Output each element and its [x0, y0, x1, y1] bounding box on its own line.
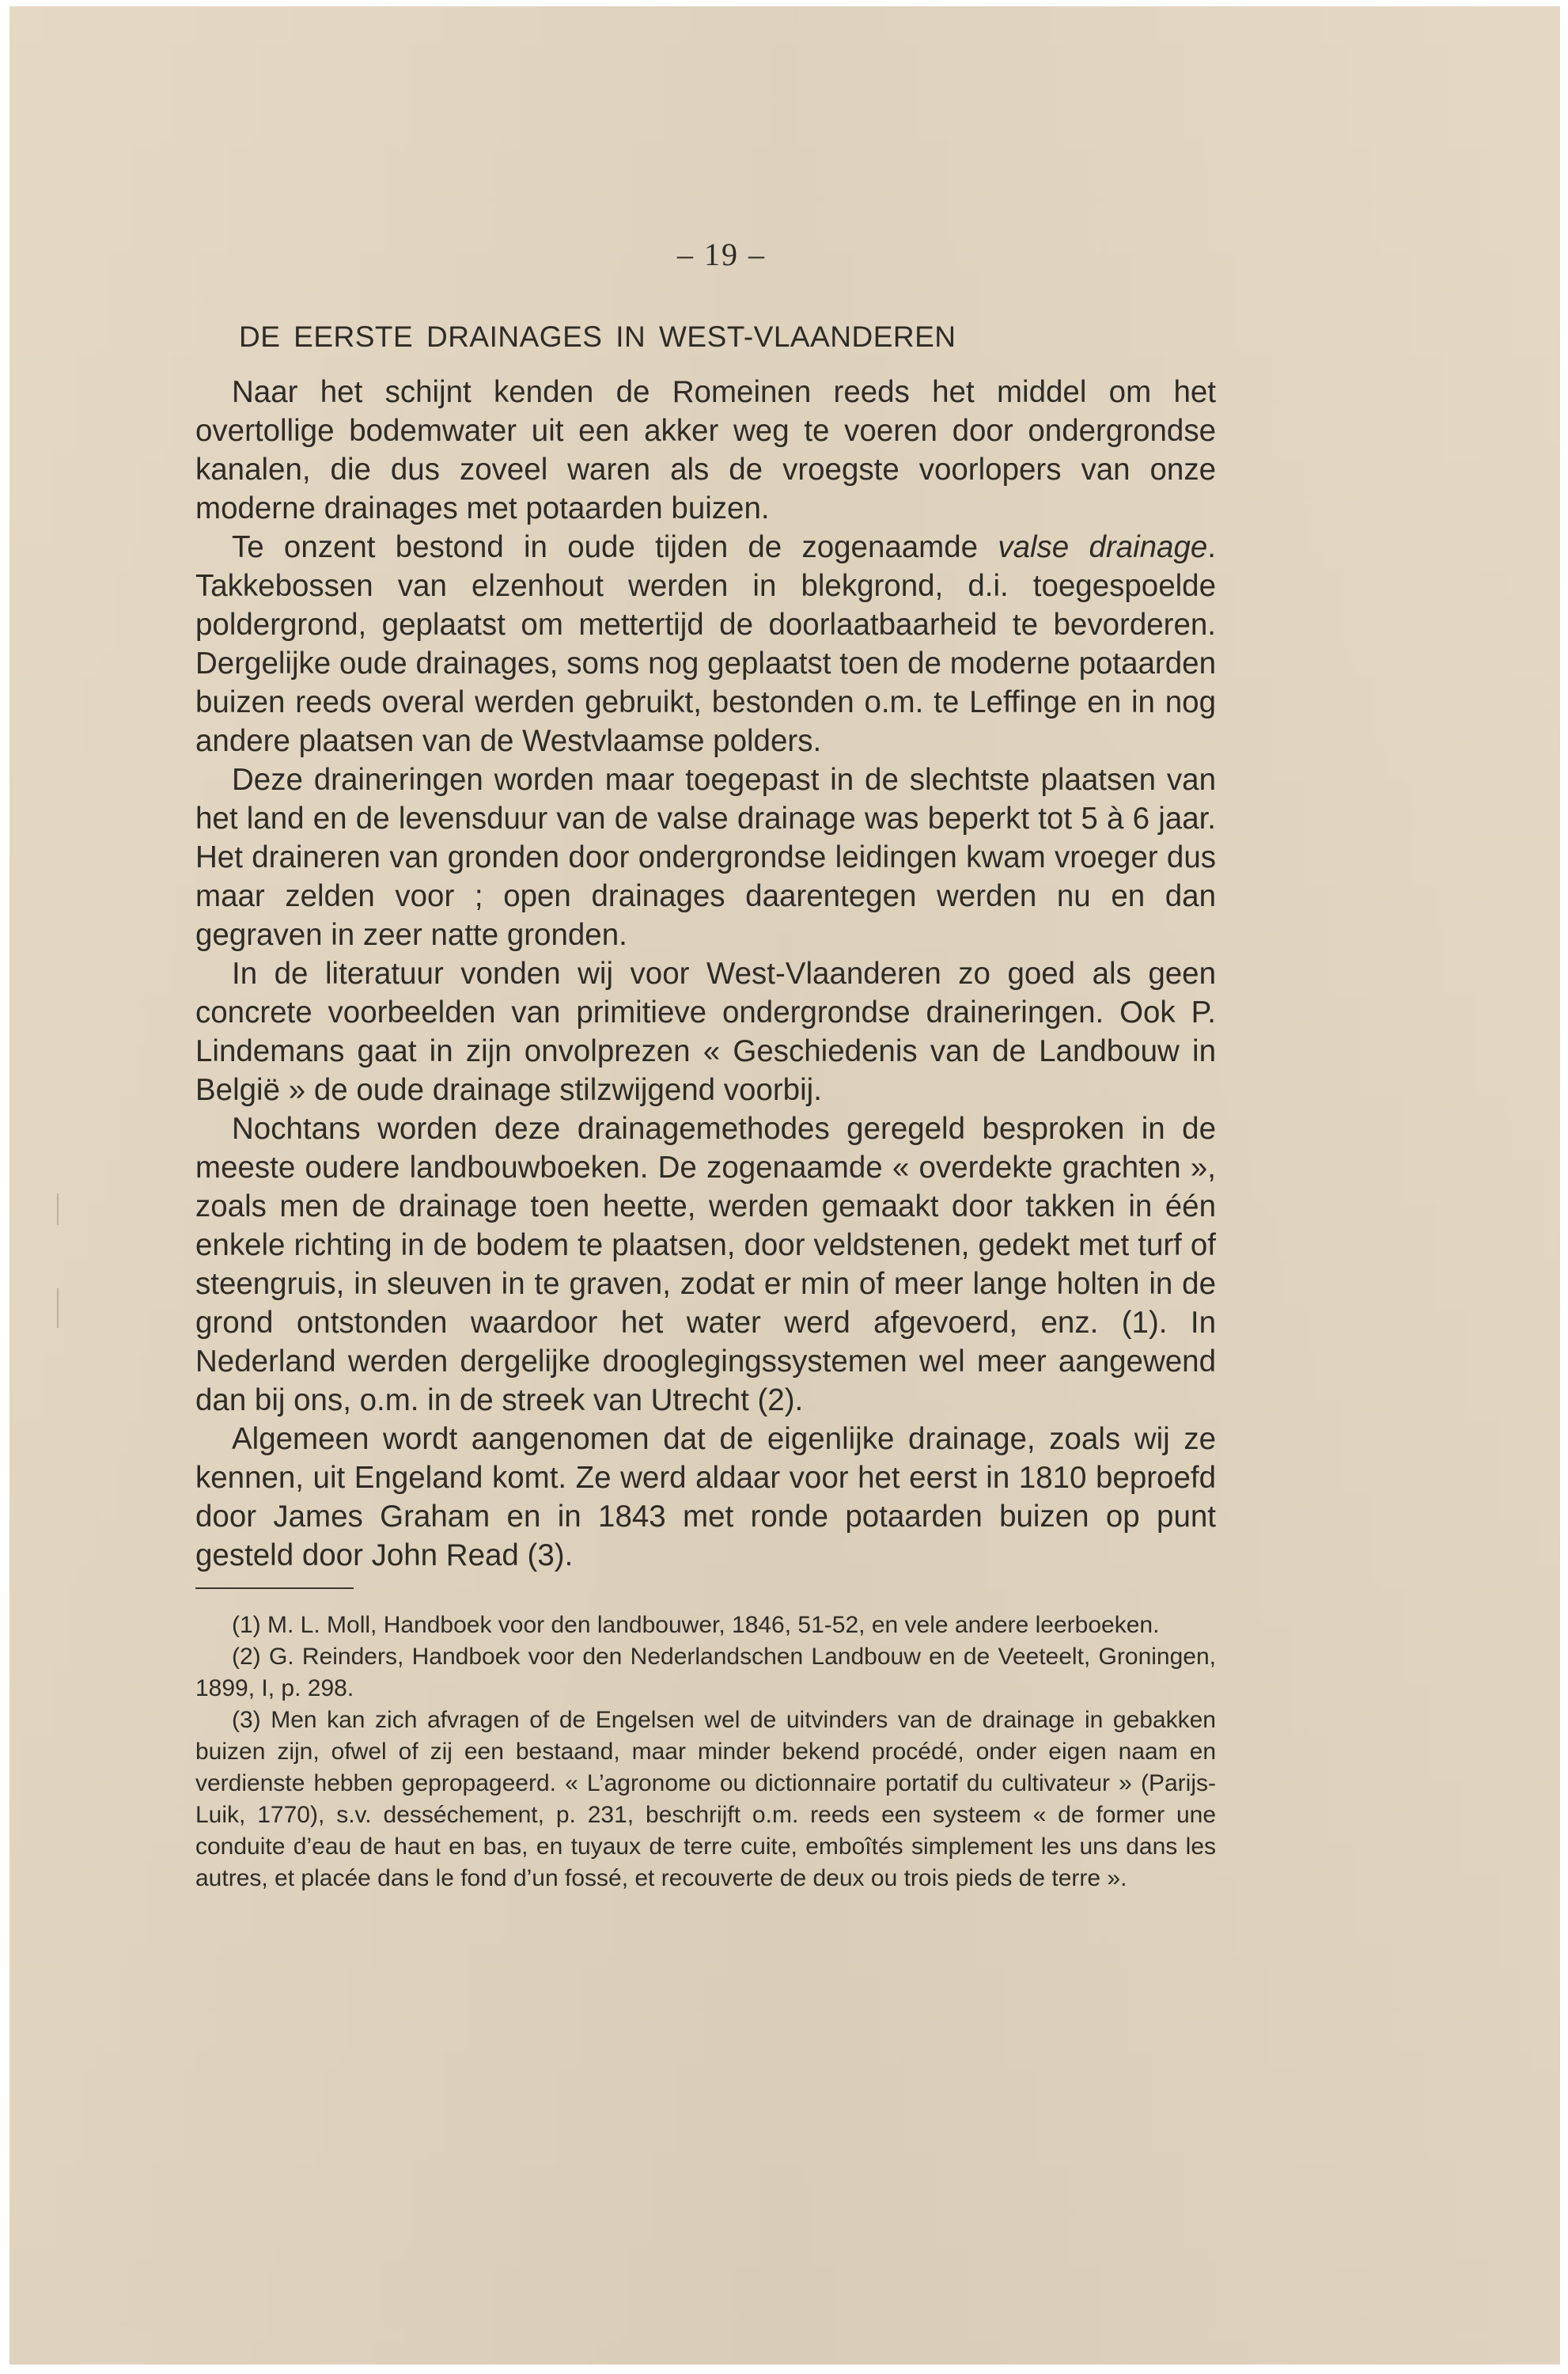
footnote-1: (1) M. L. Moll, Handboek voor den landbouwer, 1846, 51-52, en vele andere leerboeken.	[232, 1612, 1160, 1638]
paragraph-text: Deze draineringen worden maar toegepast in de slechtste plaatsen van het land en de levensduur van de valse drainage was beperkt tot 5 à 6 jaar. Het draineren van gronden door ondergrondse leidingen kwam vroeger dus maar zelden voor ; open drainages daarentegen werden nu en dan gegraven in zeer natte gronden.	[195, 763, 1216, 952]
footnote-3: (3) Men kan zich afvragen of de Engelsen wel de uitvinders van de drainage in gebakken buizen zijn, ofwel of zij een bestaand, maar minder bekend procédé, onder eigen naam en verdienste hebben gepropageerd. « L’agronome ou dictionnaire portatif du cultivateur » (Parijs-Luik, 1770), s.v. desséchement, p. 231, beschrijft o.m. reeds een systeem « de former une conduite d’eau de haut en bas, en tuyaux de terre cuite, emboîtés simplement les uns dans les autres, et placée dans le fond d’un fossé, et recouverte de deux ou trois pieds de terre ».	[195, 1707, 1216, 1891]
paragraph	[195, 760, 1216, 954]
italic-term: valse drainage	[998, 530, 1208, 564]
paragraph-text: In de literatuur vonden wij voor West-Vlaanderen zo goed als geen concrete voorbeelden van primitieve ondergrondse draineringen. Ook P. Lindemans gaat in zijn onvolprezen « Geschiedenis van de Landbouw in België » de oude drainage stilzwijgend voorbij.	[195, 957, 1216, 1107]
paragraph	[195, 954, 1216, 1109]
chapter-title: DE EERSTE DRAINAGES IN WEST-VLAANDEREN	[239, 320, 956, 353]
scan-artifact	[57, 1193, 59, 1225]
footnote-divider	[195, 1587, 354, 1589]
body-text	[195, 373, 1216, 1575]
paragraph	[195, 373, 1216, 528]
page-content	[195, 236, 1216, 1894]
scanned-page	[9, 6, 1560, 2365]
paragraph	[195, 528, 1216, 760]
page-number: – 19 –	[677, 237, 766, 272]
paragraph-text: Te onzent bestond in oude tijden de zogenaamde	[232, 530, 998, 564]
paragraph	[195, 1420, 1216, 1575]
paragraph	[195, 1109, 1216, 1420]
paragraph-text: Nochtans worden deze drainagemethodes geregeld besproken in de meeste oudere landbouwboeken. De zogenaamde « overdekte grachten », zoals men de drainage toen heette, werden gemaakt door takken in één enkele richting in de bodem te plaatsen, door veldstenen, gedekt met turf of steengruis, in sleuven in te graven, zodat er min of meer lange holten in de grond ontstonden waardoor het water werd afgevoerd, enz. (1). In Nederland werden dergelijke drooglegingssystemen wel meer aangewend dan bij ons, o.m. in de streek van Utrecht (2).	[195, 1112, 1216, 1417]
scan-artifact	[57, 1288, 59, 1328]
paragraph-text: Naar het schijnt kenden de Romeinen reeds het middel om het overtollige bodemwater uit een akker weg te voeren door ondergrondse kanalen, die dus zoveel waren als de vroegste voorlopers van onze moderne drainages met potaarden buizen.	[195, 375, 1216, 525]
footnotes	[195, 1610, 1216, 1894]
paragraph-text: . Takkebossen van elzenhout werden in blekgrond, d.i. toegespoelde poldergrond, geplaatst om mettertijd de doorlaatbaarheid te bevorderen. Dergelijke oude drainages, soms nog geplaatst toen de moderne potaarden buizen reeds overal werden gebruikt, bestonden o.m. te Leffinge en in nog andere plaatsen van de Westvlaamse polders.	[195, 530, 1216, 758]
paragraph-text: Algemeen wordt aangenomen dat de eigenlijke drainage, zoals wij ze kennen, uit Engeland komt. Ze werd aldaar voor het eerst in 1810 beproefd door James Graham en in 1843 met ronde potaarden buizen op punt gesteld door John Read (3).	[195, 1422, 1216, 1572]
footnote-2: (2) G. Reinders, Handboek voor den Nederlandschen Landbouw en de Veeteelt, Groningen, 1899, I, p. 298.	[195, 1644, 1216, 1701]
